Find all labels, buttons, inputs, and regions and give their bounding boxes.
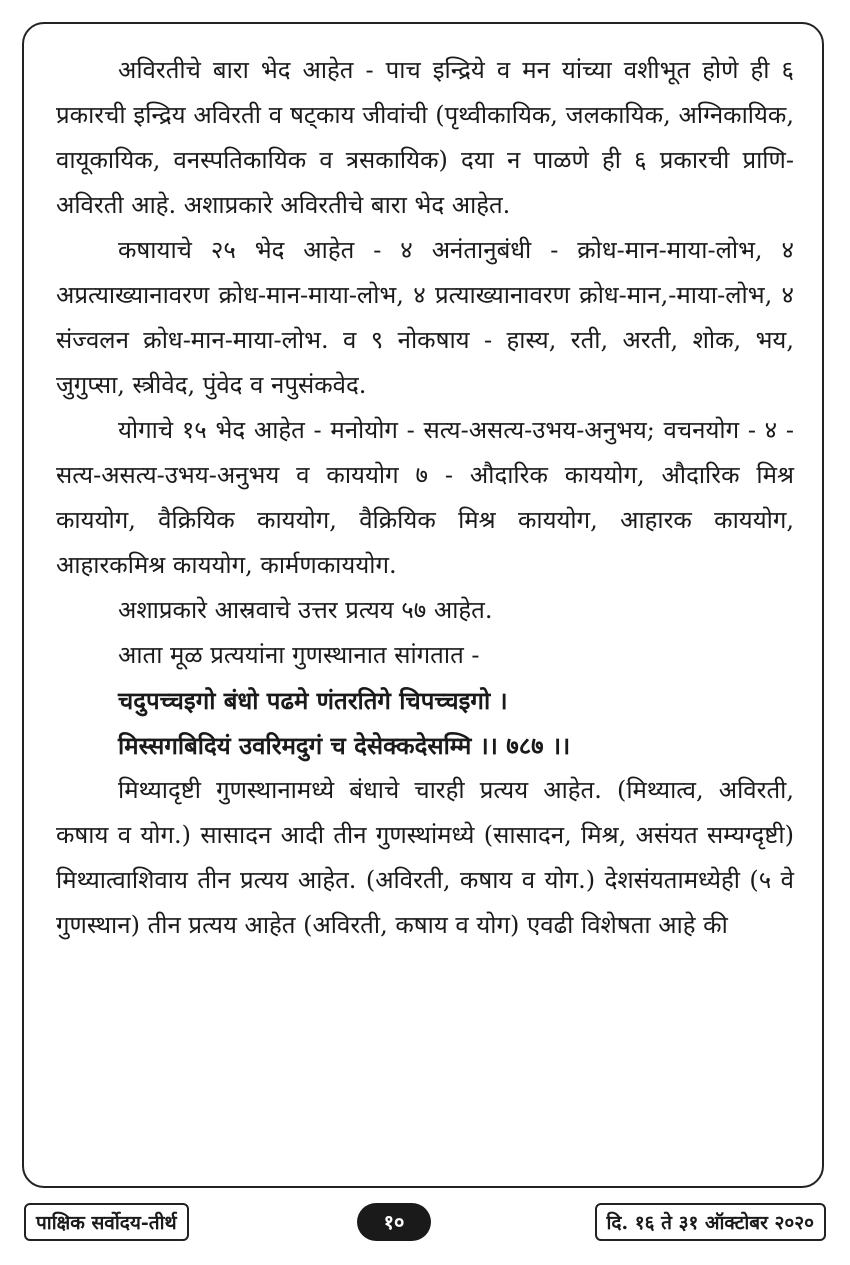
issue-date: दि. १६ ते ३१ ऑक्टोबर २०२० bbox=[595, 1203, 826, 1241]
paragraph-avirati: अविरतीचे बारा भेद आहेत - पाच इन्द्रिये व मन यांच्या वशीभूत होणे ही ६ प्रकारची इन्द्रिय अविरती व षट्काय जीवांची (पृथ्वीकायिक, जलकायिक, अग्निकायिक, वायूकायिक, वनस्पतिकायिक व त्रसकायिक) दया न पाळणे ही ६ प्रकारची प्राणि-अविरती आहे. अशाप्रकारे अविरतीचे बारा भेद आहेत. bbox=[56, 56, 794, 219]
verse-line-2: मिस्सगबिदियं उवरिमदुगं च देसेक्कदेसम्मि ।। ७८७ ।। bbox=[118, 731, 571, 760]
article-body bbox=[56, 48, 794, 948]
paragraph-aasrav-summary: अशाप्रकारे आस्रवाचे उत्तर प्रत्यय ५७ आहेत. bbox=[118, 596, 493, 624]
paragraph-yog: योगाचे १५ भेद आहेत - मनोयोग - सत्य-असत्य-उभय-अनुभय; वचनयोग - ४ - सत्य-असत्य-उभय-अनुभय व काययोग ७ - औदारिक काययोग, औदारिक मिश्र काययोग, वैक्रियिक काययोग, वैक्रियिक मिश्र काययोग, आहारक काययोग, आहारकमिश्र काययोग, कार्मणकाययोग. bbox=[56, 416, 794, 579]
verse-line-1: चदुपच्चइगो बंधो पढमे णंतरतिगे चिपच्चइगो । bbox=[118, 686, 508, 715]
paragraph-intro-verse: आता मूळ प्रत्ययांना गुणस्थानात सांगतात - bbox=[118, 641, 480, 669]
paragraph-gunasthan: मिथ्यादृष्टी गुणस्थानामध्ये बंधाचे चारही प्रत्यय आहेत. (मिथ्यात्व, अविरती, कषाय व योग.) सासादन आदी तीन गुणस्थांमध्ये (सासादन, मिश्र, असंयत सम्यग्दृष्टी) मिथ्यात्वाशिवाय तीन प्रत्यय आहेत. (अविरती, कषाय व योग.) देशसंयतामध्येही (५ वे गुणस्थान) तीन प्रत्यय आहेत (अविरती, कषाय व योग) एवढी विशेषता आहे की bbox=[56, 776, 794, 939]
page-number: १० bbox=[357, 1203, 431, 1241]
page-footer bbox=[0, 1203, 850, 1243]
paragraph-kashay: कषायाचे २५ भेद आहेत - ४ अनंतानुबंधी - क्रोध-मान-माया-लोभ, ४ अप्रत्याख्यानावरण क्रोध-मान-माया-लोभ, ४ प्रत्याख्यानावरण क्रोध-मान,-माया-लोभ, ४ संज्वलन क्रोध-मान-माया-लोभ. व ९ नोकषाय - हास्य, रती, अरती, शोक, भय, जुगुप्सा, स्त्रीवेद, पुंवेद व नपुसंकवेद. bbox=[56, 236, 794, 399]
publication-name: पाक्षिक सर्वोदय-तीर्थ bbox=[24, 1203, 189, 1241]
